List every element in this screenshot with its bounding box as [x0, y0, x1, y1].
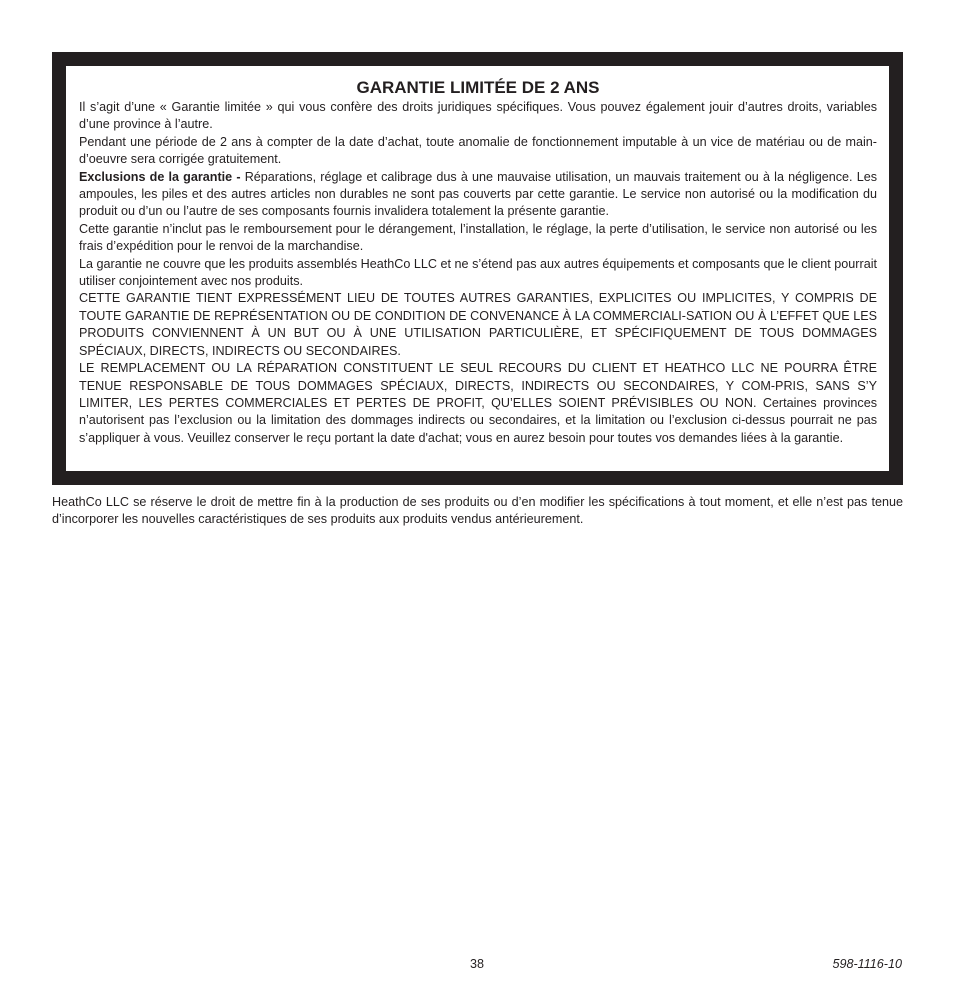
warranty-paragraph-liability: LE REMPLACEMENT OU LA RÉPARATION CONSTITUENT LE SEUL RECOURS DU CLIENT ET HEATHCO LLC NE POURRA ÊTRE TENUE RESPONSABLE DE TOUS DOMMAGES SPÉCIAUX, DIRECTS, INDIRECTS OU SECONDAIRES, Y COM-PRIS, SANS S’Y LIMITER, LES PERTES COMMERCIALES ET PERTES DE PROFIT, QU’ELLES SOIENT PRÉVISIBLES OU NON. Certaines provinces n’autorisent pas l’exclusion ou la limitation des dommages indirects ou secondaires, et la limitation ou l’exclusion ci-dessus pourrait ne pas s’appliquer à vous. Veuillez conserver le reçu portant la date d'achat; vous en aurez besoin pour toutes vos demandes liées à la garantie.: [79, 361, 877, 445]
warranty-paragraph-disclaimer: CETTE GARANTIE TIENT EXPRESSÉMENT LIEU DE TOUTES AUTRES GARANTIES, EXPLICITES OU IMPLICITES, Y COMPRIS DE TOUTE GARANTIE DE REPRÉSENTATION OU DE CONDITION DE CONVENANCE À LA COMMERCIALI-SATION OU À L’EFFET QUE LES PRODUITS CONVIENNENT À UN BUT OU À UNE UTILISATION PARTICULIÈRE, ET SPÉCIFIQUEMENT DE TOUS DOMMAGES SPÉCIAUX, DIRECTS, INDIRECTS OU SECONDAIRES.: [79, 291, 877, 358]
exclusions-text: Réparations, réglage et calibrage dus à une mauvaise utilisation, un mauvais traitement ou à la négligence. Les ampoules, les piles et des autres articles non durables ne sont pas couverts par cette garantie. Le service non autorisé ou la modification du produit ou d’un ou l’autre de ses composants fournis invalidera totalement la présente garantie.: [79, 169, 877, 219]
warranty-paragraph-exclusions: [79, 169, 877, 221]
document-code: 598-1116-10: [832, 957, 902, 971]
warranty-box: [52, 52, 903, 485]
warranty-title: GARANTIE LIMITÉE DE 2 ANS: [356, 78, 600, 97]
warranty-paragraph-intro: Il s’agit d’une « Garantie limitée » qui vous confère des droits juridiques spécifiques. Vous pouvez également jouir d’autres droits, variables d’une province à l’autre.: [79, 100, 877, 132]
exclusions-heading: Exclusions de la garantie -: [79, 169, 241, 184]
page-number: 38: [469, 957, 484, 971]
warranty-paragraph-reimbursement: Cette garantie n’inclut pas le remboursement pour le dérangement, l’installation, le réglage, la perte d’utilisation, le service non autorisé ou les frais d’expédition pour le renvoi de la marchandise.: [79, 221, 877, 254]
warranty-inner-frame: [64, 64, 891, 473]
footer-note: HeathCo LLC se réserve le droit de mettre fin à la production de ses produits ou d’en modifier les spécifications à tout moment, et elle n’est pas tenue d’incorporer les nouvelles caractéristiques de ses produits aux produits vendus antérieurement.: [52, 495, 903, 527]
warranty-paragraph-coverage: La garantie ne couvre que les produits assemblés HeathCo LLC et ne s’étend pas aux autres équipements et composants que le client pourrait utiliser conjointement avec nos produits.: [79, 256, 877, 289]
warranty-paragraph-period: Pendant une période de 2 ans à compter de la date d’achat, toute anomalie de fonctionnement imputable à un vice de matériau ou de main-d’oeuvre sera corrigée gratuitement.: [79, 134, 877, 167]
